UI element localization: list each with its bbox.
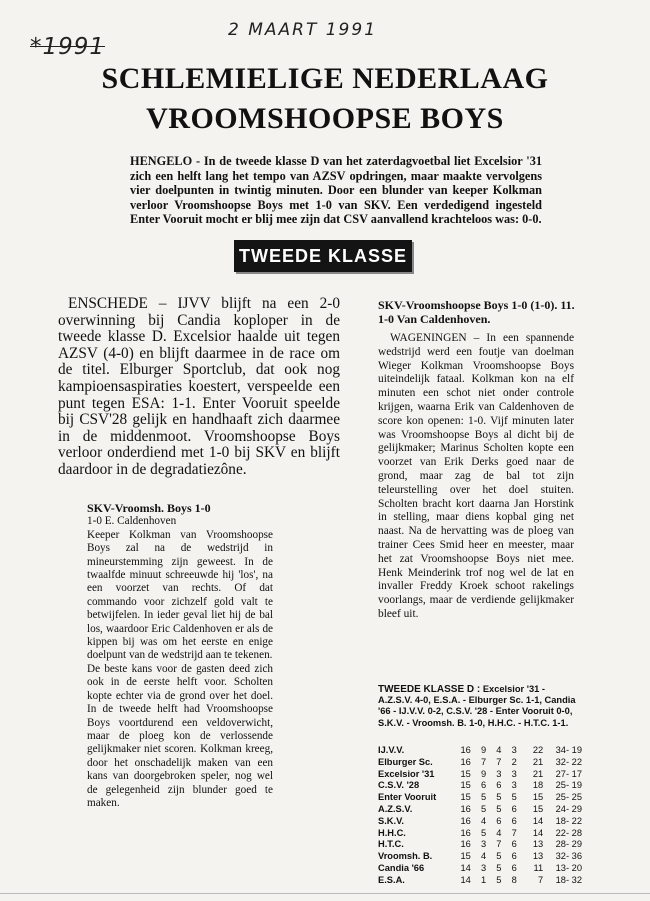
standings-points: 15 — [532, 792, 544, 803]
standings-played: 16 — [460, 745, 471, 755]
standings-row — [378, 769, 582, 781]
standings-drawn: 6 — [496, 780, 502, 791]
standings-lost: 3 — [511, 745, 517, 755]
standings-table — [378, 745, 582, 887]
standings-lost: 3 — [511, 780, 517, 791]
standings-row — [378, 839, 582, 851]
right-column-story — [378, 332, 574, 622]
standings-drawn: 7 — [496, 756, 502, 767]
standings-lost: 6 — [511, 815, 517, 826]
standings-lost: 6 — [511, 851, 517, 862]
match-report — [87, 502, 273, 810]
standings-goals: 18- 32 — [555, 874, 582, 885]
standings-drawn: 5 — [496, 851, 502, 862]
headline-line-2: VROOMSHOOPSE BOYS — [146, 102, 504, 135]
standings-goals: 27- 17 — [555, 768, 582, 779]
handwritten-date-note: 2 MAART 1991 — [228, 20, 378, 40]
standings-team: Candia '66 — [378, 862, 425, 873]
standings-played: 15 — [460, 768, 471, 779]
lead-paragraph: HENGELO - In de tweede klasse D van het zaterdagvoetbal liet Excelsior '31 zich een helft lang het tempo van AZSV opdringen, maar maakte vervolgens vier doelpunten in twintig minuten. Door een blunder van keeper Kolkman verloor Vroomshoopse Boys met 1-0 van SKV. Een verdedigend ingesteld Enter Vooruit mocht er blij mee zijn dat CSV aanvallend krachteloos was: 0-0. — [130, 154, 542, 227]
standings-points: 13 — [532, 839, 544, 850]
standings-row — [378, 863, 582, 875]
page-bottom-edge — [0, 893, 650, 894]
standings-won: 1 — [480, 874, 487, 885]
standings-points: 18 — [532, 780, 544, 791]
standings-drawn: 5 — [496, 862, 502, 873]
standings-drawn: 4 — [496, 827, 502, 838]
standings-points: 7 — [538, 874, 544, 885]
standings-row — [378, 828, 582, 840]
standings-won: 3 — [480, 839, 487, 850]
standings-drawn: 5 — [496, 874, 502, 885]
standings-lost: 6 — [511, 862, 517, 873]
match-report-scorer: 1-0 E. Caldenhoven — [87, 515, 177, 528]
standings-points: 14 — [532, 815, 544, 826]
standings-won: 6 — [480, 780, 487, 791]
standings-played: 16 — [460, 827, 471, 838]
match-report-title: SKV-Vroomsh. Boys 1-0 — [87, 501, 211, 515]
standings-row — [378, 757, 582, 769]
standings-drawn: 5 — [496, 792, 502, 803]
section-banner: TWEEDE KLASSE — [234, 240, 412, 272]
standings-won: 5 — [480, 803, 487, 814]
standings-team: C.S.V. '28 — [378, 780, 420, 791]
standings-points: 22 — [532, 745, 544, 755]
standings-goals: 13- 20 — [555, 862, 582, 873]
standings-row — [378, 816, 582, 828]
standings-won: 5 — [480, 827, 487, 838]
main-story — [58, 296, 340, 479]
standings-lost: 5 — [511, 792, 517, 803]
standings-team: Enter Vooruit — [378, 792, 437, 803]
standings-won: 4 — [480, 815, 487, 826]
standings-lost: 6 — [511, 839, 517, 850]
standings-points: 14 — [532, 827, 544, 838]
standings-goals: 25- 25 — [555, 792, 582, 803]
standings-lost: 8 — [511, 874, 517, 885]
standings-drawn: 7 — [496, 839, 502, 850]
standings-won: 9 — [480, 745, 487, 755]
standings-played: 16 — [460, 803, 471, 814]
standings-team: A.Z.S.V. — [378, 803, 413, 814]
standings-team: E.S.A. — [378, 874, 405, 885]
standings-team: Vroomsh. B. — [378, 851, 433, 862]
right-column-title: SKV-Vroomshoopse Boys 1-0 (1-0). 11. 1-0 Van Caldenhoven. — [378, 298, 575, 327]
standings-played: 15 — [460, 851, 471, 862]
standings-lost: 2 — [511, 756, 517, 767]
standings-won: 5 — [480, 792, 487, 803]
standings-results — [378, 684, 578, 729]
standings-goals: 22- 28 — [555, 827, 582, 838]
standings-results-text: Excelsior '31 - A.Z.S.V. 4-0, E.S.A. - Elburger Sc. 1-1, Candia '66 - IJ.V.V. 0-2, C.S.V. '28 - Enter Vooruit 0-0, S.K.V. - Vroomsh. B. 1-0, H.H.C. - H.T.C. 1-1. — [378, 684, 576, 728]
standings-played: 14 — [460, 874, 471, 885]
standings-team: IJ.V.V. — [378, 745, 405, 755]
standings-won: 9 — [480, 768, 487, 779]
headline-line-1: SCHLEMIELIGE NEDERLAAG — [101, 62, 549, 95]
match-report-paragraph: De beste kans voor de gasten deed zich ook in de eerste helft voor. Scholten kopte echter via de grond over het doel. In de tweede helft had Vroomshoopse Boys voortdurend een veldoverwicht, maar de ploeg kon de verlossende gelijkmaker niet scoren. Kolkman kreeg, door het onschadelijk maken van een kans van doorgebroken speler, nog wel de gelegenheid zijn blunder goed te maken. — [87, 662, 273, 809]
standings-points: 11 — [533, 862, 544, 873]
standings-team: H.T.C. — [378, 839, 404, 850]
standings-row — [378, 745, 582, 757]
standings-won: 3 — [480, 862, 487, 873]
standings-goals: 25- 19 — [555, 780, 582, 791]
standings-drawn: 3 — [496, 768, 502, 779]
standings-goals: 32- 36 — [555, 851, 582, 862]
standings-played: 14 — [460, 862, 471, 873]
standings-points: 15 — [532, 803, 544, 814]
standings-row — [378, 780, 582, 792]
standings-goals: 28- 29 — [555, 839, 582, 850]
right-column-text: WAGENINGEN – In een spannende wedstrijd werd een foutje van doelman Wieger Kolkman Vroomshoopse Boys uiteindelijk fataal. Kolkman kon na elf minuten een schot niet onder controle krijgen, waarna Erik van Caldenhoven de score kon openen: 1-0. Vijf minuten later was Vroomshoopse Boys al dicht bij de gelijkmaker; Marinus Scholten kopte een voorzet van Erik Derks goed naar de grond, maar zag de bal tot zijn teleurstelling over het doel stuiten. Scholten bracht kort daarna Jan Horstink in stelling, maar diens kopbal ging net naast. Na de hervatting was de ploeg van trainer Cees Smid heer en meester, maar het zat Vroomshoopse Boys niet mee. Henk Meinderink trof nog wel de lat en invaller Freddy Kroek schoot rakelings voorlangs, maar de verdiende gelijkmaker bleef uit. — [378, 332, 574, 620]
standings-goals: 34- 19 — [555, 745, 582, 755]
standings-played: 16 — [460, 815, 471, 826]
standings-played: 15 — [460, 792, 471, 803]
standings-lost: 7 — [511, 827, 517, 838]
standings-team: H.H.C. — [378, 827, 406, 838]
standings-row — [378, 851, 582, 863]
standings-goals: 18- 22 — [555, 815, 582, 826]
standings-drawn: 6 — [496, 815, 502, 826]
match-report-paragraph: Keeper Kolkman van Vroomshoopse Boys zal na de wedstrijd in mineurstemming zijn geweest. In de twaalfde minuut schreeuwde hij 'los', na een voorzet van rechts. Of dat commando voor zichzelf gold valt te betwijfelen. In ieder geval liet hij de bal los, waardoor Eric Caldenhoven er als de kippen bij was om het eerste en enige doelpunt van de wedstrijd aan te tekenen. — [87, 528, 273, 662]
standings-drawn: 5 — [496, 803, 502, 814]
main-story-text: ENSCHEDE – IJVV blijft na een 2-0 overwinning bij Candia koploper in de tweede klasse D. Excelsior haalde uit tegen AZSV (4-0) en blijft daarmee in de race om de titel. Elburger Sportclub, dat ook nog kampioensaspiraties koestert, verspeelde een punt tegen ESA: 1-1. Enter Vooruit speelde bij CSV'28 gelijk en handhaaft zich daarmee in de middenmoot. Vroomshoopse Boys verloor onderdiend met 1-0 bij SKV en blijft daardoor in de degradatiezône. — [58, 295, 340, 478]
standings-lost: 3 — [511, 768, 517, 779]
standings-row — [378, 875, 582, 887]
standings-points: 21 — [532, 756, 544, 767]
standings-label: TWEEDE KLASSE D : — [378, 684, 481, 695]
handwritten-year-note: *1991 — [30, 34, 106, 60]
standings-played: 16 — [460, 839, 471, 850]
standings-lost: 6 — [511, 803, 517, 814]
standings-points: 21 — [532, 768, 544, 779]
standings-team: S.K.V. — [378, 815, 405, 826]
standings-played: 15 — [460, 780, 471, 791]
standings-played: 16 — [460, 756, 471, 767]
standings-team: Excelsior '31 — [378, 768, 435, 779]
standings-goals: 24- 29 — [555, 803, 582, 814]
standings-points: 13 — [532, 851, 544, 862]
standings-won: 7 — [480, 756, 487, 767]
standings-goals: 32- 22 — [555, 756, 582, 767]
standings-team: Elburger Sc. — [378, 756, 433, 767]
standings-row — [378, 804, 582, 816]
standings-drawn: 4 — [496, 745, 502, 755]
standings-won: 4 — [480, 851, 487, 862]
standings-row — [378, 792, 582, 804]
